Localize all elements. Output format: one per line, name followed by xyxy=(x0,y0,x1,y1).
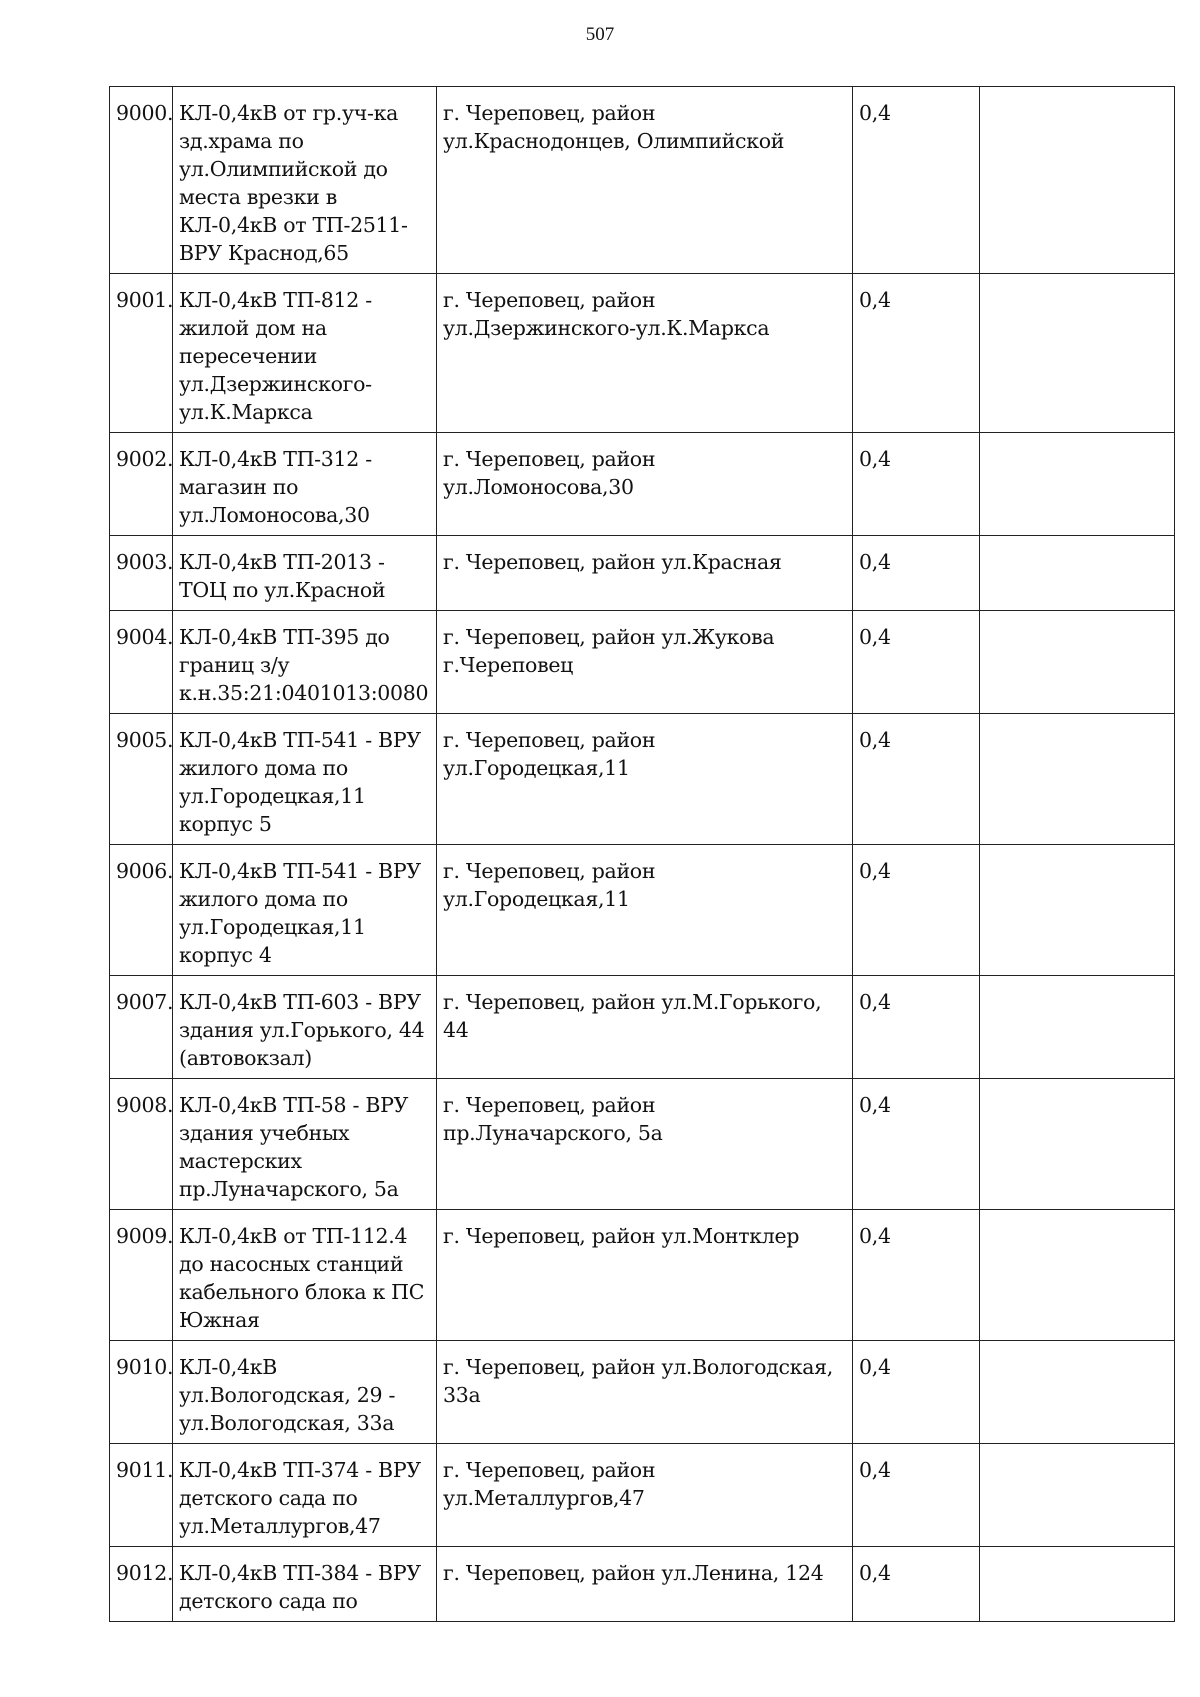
table-row xyxy=(110,976,1175,1079)
voltage-value: 0,4 xyxy=(853,976,980,1079)
empty-cell xyxy=(980,274,1175,433)
cable-location: г. Череповец, район ул.Ленина, 124 xyxy=(437,1547,853,1622)
cable-line-name: КЛ-0,4кВ ТП-541 - ВРУ жилого дома по ул.Городецкая,11 корпус 5 xyxy=(173,714,437,845)
table-row xyxy=(110,1341,1175,1444)
row-number: 9000. xyxy=(110,87,173,274)
cable-location: г. Череповец, район ул.Краснодонцев, Олимпийской xyxy=(437,87,853,274)
row-number: 9007. xyxy=(110,976,173,1079)
empty-cell xyxy=(980,1547,1175,1622)
row-number: 9003. xyxy=(110,536,173,611)
cable-location: г. Череповец, район ул.Городецкая,11 xyxy=(437,845,853,976)
cable-line-name: КЛ-0,4кВ ТП-2013 - ТОЦ по ул.Красной xyxy=(173,536,437,611)
table-row xyxy=(110,1079,1175,1210)
row-number: 9011. xyxy=(110,1444,173,1547)
voltage-value: 0,4 xyxy=(853,1341,980,1444)
empty-cell xyxy=(980,1444,1175,1547)
cable-line-name: КЛ-0,4кВ ул.Вологодская, 29 - ул.Вологодская, 33а xyxy=(173,1341,437,1444)
voltage-value: 0,4 xyxy=(853,274,980,433)
row-number: 9006. xyxy=(110,845,173,976)
cable-line-name: КЛ-0,4кВ ТП-58 - ВРУ здания учебных мастерских пр.Луначарского, 5а xyxy=(173,1079,437,1210)
voltage-value: 0,4 xyxy=(853,611,980,714)
row-number: 9008. xyxy=(110,1079,173,1210)
table-row xyxy=(110,433,1175,536)
cable-line-name: КЛ-0,4кВ ТП-384 - ВРУ детского сада по xyxy=(173,1547,437,1622)
empty-cell xyxy=(980,976,1175,1079)
cable-location: г. Череповец, район ул.Металлургов,47 xyxy=(437,1444,853,1547)
page-number: 507 xyxy=(585,24,615,45)
cable-location: г. Череповец, район ул.Жукова г.Череповец xyxy=(437,611,853,714)
table-row xyxy=(110,274,1175,433)
row-number: 9004. xyxy=(110,611,173,714)
empty-cell xyxy=(980,1210,1175,1341)
cable-location: г. Череповец, район ул.Красная xyxy=(437,536,853,611)
table-row xyxy=(110,714,1175,845)
empty-cell xyxy=(980,1079,1175,1210)
cable-line-name: КЛ-0,4кВ ТП-541 - ВРУ жилого дома по ул.Городецкая,11 корпус 4 xyxy=(173,845,437,976)
voltage-value: 0,4 xyxy=(853,1547,980,1622)
cable-line-name: КЛ-0,4кВ ТП-812 - жилой дом на пересечении ул.Дзержинского-ул.К.Маркса xyxy=(173,274,437,433)
cable-location: г. Череповец, район пр.Луначарского, 5а xyxy=(437,1079,853,1210)
cable-location: г. Череповец, район ул.Городецкая,11 xyxy=(437,714,853,845)
empty-cell xyxy=(980,611,1175,714)
voltage-value: 0,4 xyxy=(853,1444,980,1547)
cable-line-name: КЛ-0,4кВ от гр.уч-ка зд.храма по ул.Олимпийской до места врезки в КЛ-0,4кВ от ТП-2511-ВРУ Краснод,65 xyxy=(173,87,437,274)
cable-line-name: КЛ-0,4кВ ТП-603 - ВРУ здания ул.Горького, 44 (автовокзал) xyxy=(173,976,437,1079)
cable-location: г. Череповец, район ул.Дзержинского-ул.К.Маркса xyxy=(437,274,853,433)
row-number: 9001. xyxy=(110,274,173,433)
empty-cell xyxy=(980,536,1175,611)
voltage-value: 0,4 xyxy=(853,714,980,845)
cable-line-name: КЛ-0,4кВ ТП-374 - ВРУ детского сада по ул.Металлургов,47 xyxy=(173,1444,437,1547)
cable-location: г. Череповец, район ул.Ломоносова,30 xyxy=(437,433,853,536)
cable-line-name: КЛ-0,4кВ ТП-312 - магазин по ул.Ломоносова,30 xyxy=(173,433,437,536)
empty-cell xyxy=(980,87,1175,274)
table-row xyxy=(110,87,1175,274)
table-row xyxy=(110,611,1175,714)
table-row xyxy=(110,845,1175,976)
voltage-value: 0,4 xyxy=(853,536,980,611)
voltage-value: 0,4 xyxy=(853,1079,980,1210)
empty-cell xyxy=(980,714,1175,845)
row-number: 9010. xyxy=(110,1341,173,1444)
cable-registry-table xyxy=(109,86,1175,1622)
table-row xyxy=(110,1444,1175,1547)
voltage-value: 0,4 xyxy=(853,845,980,976)
table-row xyxy=(110,1210,1175,1341)
empty-cell xyxy=(980,845,1175,976)
row-number: 9009. xyxy=(110,1210,173,1341)
voltage-value: 0,4 xyxy=(853,1210,980,1341)
voltage-value: 0,4 xyxy=(853,433,980,536)
cable-line-name: КЛ-0,4кВ от ТП-112.4 до насосных станций кабельного блока к ПС Южная xyxy=(173,1210,437,1341)
empty-cell xyxy=(980,1341,1175,1444)
cable-location: г. Череповец, район ул.Вологодская, 33а xyxy=(437,1341,853,1444)
empty-cell xyxy=(980,433,1175,536)
row-number: 9005. xyxy=(110,714,173,845)
table-row xyxy=(110,1547,1175,1622)
table-row xyxy=(110,536,1175,611)
cable-location: г. Череповец, район ул.М.Горького, 44 xyxy=(437,976,853,1079)
cable-location: г. Череповец, район ул.Монтклер xyxy=(437,1210,853,1341)
cable-line-name: КЛ-0,4кВ ТП-395 до границ з/у к.н.35:21:0401013:0080 xyxy=(173,611,437,714)
voltage-value: 0,4 xyxy=(853,87,980,274)
row-number: 9002. xyxy=(110,433,173,536)
row-number: 9012. xyxy=(110,1547,173,1622)
